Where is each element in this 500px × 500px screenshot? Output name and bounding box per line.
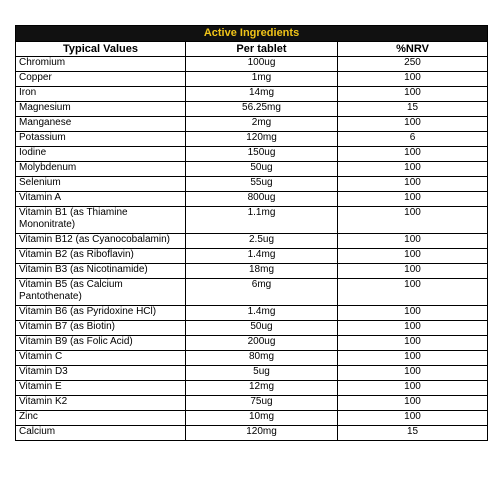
nrv-percent: 100 <box>338 117 488 132</box>
per-tablet-amount: 12mg <box>186 381 338 396</box>
nrv-percent: 100 <box>338 192 488 207</box>
nrv-percent: 250 <box>338 57 488 72</box>
ingredient-name: Vitamin D3 <box>16 366 186 381</box>
nrv-percent: 100 <box>338 411 488 426</box>
ingredients-table <box>15 25 488 441</box>
table-row <box>16 426 488 441</box>
per-tablet-amount: 80mg <box>186 351 338 366</box>
per-tablet-amount: 1.4mg <box>186 306 338 321</box>
per-tablet-amount: 120mg <box>186 426 338 441</box>
table-row <box>16 234 488 249</box>
table-row <box>16 306 488 321</box>
per-tablet-amount: 55ug <box>186 177 338 192</box>
ingredient-name: Iodine <box>16 147 186 162</box>
column-header-per-tablet: Per tablet <box>186 42 338 57</box>
per-tablet-amount: 14mg <box>186 87 338 102</box>
per-tablet-amount: 75ug <box>186 396 338 411</box>
table-row <box>16 321 488 336</box>
per-tablet-amount: 800ug <box>186 192 338 207</box>
per-tablet-amount: 1mg <box>186 72 338 87</box>
table-title: Active Ingredients <box>16 26 488 42</box>
nrv-percent: 100 <box>338 264 488 279</box>
per-tablet-amount: 200ug <box>186 336 338 351</box>
per-tablet-amount: 50ug <box>186 162 338 177</box>
nrv-percent: 100 <box>338 207 488 234</box>
ingredient-name: Vitamin B6 (as Pyridoxine HCl) <box>16 306 186 321</box>
table-row <box>16 147 488 162</box>
ingredient-name: Vitamin B12 (as Cyanocobalamin) <box>16 234 186 249</box>
per-tablet-amount: 50ug <box>186 321 338 336</box>
table-row <box>16 411 488 426</box>
table-row <box>16 102 488 117</box>
ingredient-name: Manganese <box>16 117 186 132</box>
table-row <box>16 381 488 396</box>
table-row <box>16 249 488 264</box>
nrv-percent: 100 <box>338 234 488 249</box>
per-tablet-amount: 1.4mg <box>186 249 338 264</box>
nrv-percent: 100 <box>338 351 488 366</box>
nrv-percent: 100 <box>338 147 488 162</box>
table-header-row <box>16 42 488 57</box>
ingredient-name: Potassium <box>16 132 186 147</box>
ingredient-name: Calcium <box>16 426 186 441</box>
per-tablet-amount: 6mg <box>186 279 338 306</box>
nrv-percent: 100 <box>338 321 488 336</box>
ingredient-name: Selenium <box>16 177 186 192</box>
table-title-row <box>16 26 488 42</box>
table-row <box>16 57 488 72</box>
table-row <box>16 351 488 366</box>
nrv-percent: 100 <box>338 177 488 192</box>
table-row <box>16 336 488 351</box>
ingredient-name: Vitamin A <box>16 192 186 207</box>
table-row <box>16 264 488 279</box>
ingredient-name: Vitamin B2 (as Riboflavin) <box>16 249 186 264</box>
table-row <box>16 72 488 87</box>
per-tablet-amount: 2mg <box>186 117 338 132</box>
nrv-percent: 100 <box>338 366 488 381</box>
ingredient-name: Vitamin B3 (as Nicotinamide) <box>16 264 186 279</box>
table-row <box>16 192 488 207</box>
ingredient-name: Chromium <box>16 57 186 72</box>
table-row <box>16 87 488 102</box>
table-row <box>16 207 488 234</box>
ingredient-name: Vitamin B9 (as Folic Acid) <box>16 336 186 351</box>
nrv-percent: 100 <box>338 279 488 306</box>
nrv-percent: 100 <box>338 336 488 351</box>
ingredient-name: Vitamin K2 <box>16 396 186 411</box>
table-row <box>16 162 488 177</box>
per-tablet-amount: 56.25mg <box>186 102 338 117</box>
ingredients-table-wrapper <box>15 25 487 441</box>
nrv-percent: 100 <box>338 72 488 87</box>
nrv-percent: 100 <box>338 381 488 396</box>
ingredient-name: Copper <box>16 72 186 87</box>
ingredient-name: Zinc <box>16 411 186 426</box>
nrv-percent: 6 <box>338 132 488 147</box>
nrv-percent: 15 <box>338 426 488 441</box>
per-tablet-amount: 5ug <box>186 366 338 381</box>
ingredient-name: Vitamin C <box>16 351 186 366</box>
per-tablet-amount: 120mg <box>186 132 338 147</box>
ingredient-name: Magnesium <box>16 102 186 117</box>
nrv-percent: 100 <box>338 249 488 264</box>
ingredient-name: Iron <box>16 87 186 102</box>
nrv-percent: 100 <box>338 396 488 411</box>
nrv-percent: 15 <box>338 102 488 117</box>
ingredient-name: Vitamin B7 (as Biotin) <box>16 321 186 336</box>
ingredient-name: Vitamin E <box>16 381 186 396</box>
nrv-percent: 100 <box>338 87 488 102</box>
table-row <box>16 132 488 147</box>
ingredient-name: Molybdenum <box>16 162 186 177</box>
table-row <box>16 117 488 132</box>
per-tablet-amount: 1.1mg <box>186 207 338 234</box>
per-tablet-amount: 100ug <box>186 57 338 72</box>
column-header-typical-values: Typical Values <box>16 42 186 57</box>
ingredient-name: Vitamin B1 (as Thiamine Mononitrate) <box>16 207 186 234</box>
column-header-nrv: %NRV <box>338 42 488 57</box>
nrv-percent: 100 <box>338 162 488 177</box>
table-row <box>16 279 488 306</box>
per-tablet-amount: 2.5ug <box>186 234 338 249</box>
ingredient-name: Vitamin B5 (as Calcium Pantothenate) <box>16 279 186 306</box>
table-row <box>16 177 488 192</box>
table-body <box>16 57 488 441</box>
per-tablet-amount: 150ug <box>186 147 338 162</box>
table-row <box>16 366 488 381</box>
per-tablet-amount: 18mg <box>186 264 338 279</box>
nrv-percent: 100 <box>338 306 488 321</box>
per-tablet-amount: 10mg <box>186 411 338 426</box>
table-row <box>16 396 488 411</box>
